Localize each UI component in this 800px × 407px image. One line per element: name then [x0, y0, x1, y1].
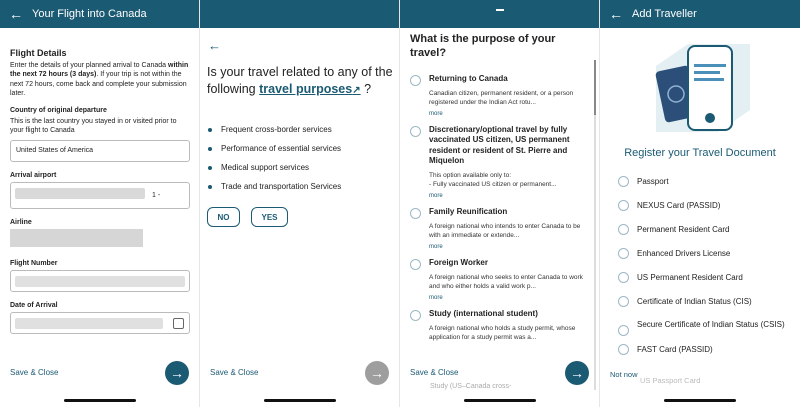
bullet-icon: [208, 147, 212, 151]
airport-label: Arrival airport: [10, 171, 57, 179]
register-document-heading: Register your Travel Document: [624, 147, 776, 159]
purpose-selection-screen: [400, 0, 600, 407]
app-bar: [200, 0, 399, 28]
document-option-passport[interactable]: Passport: [618, 176, 787, 187]
radio-button[interactable]: [410, 208, 421, 219]
document-option-pr-card[interactable]: Permanent Resident Card: [618, 224, 787, 235]
calendar-icon[interactable]: [173, 318, 184, 329]
purpose-options: [410, 74, 592, 351]
travel-purposes-link[interactable]: travel purposes↗: [259, 81, 361, 96]
purpose-list: [208, 125, 341, 201]
list-item: Medical support services: [208, 163, 341, 172]
screen-title: Your Flight into Canada: [32, 8, 147, 20]
radio-button[interactable]: [618, 176, 629, 187]
no-button[interactable]: NO: [207, 207, 240, 227]
airline-label: Airline: [10, 218, 32, 226]
back-arrow-icon[interactable]: ←: [9, 6, 23, 22]
redacted-value: [15, 188, 145, 199]
purpose-option-discretionary[interactable]: Discretionary/optional travel by fully vaccinated US citizen, US permanent resident or resident of St. Pierre and Miquelon This option available only to: - Fully vaccinated US citizen or permanent... more: [410, 125, 592, 199]
status-dash: [496, 9, 504, 11]
bullet-icon: [208, 128, 212, 132]
list-item: Frequent cross-border services: [208, 125, 341, 134]
document-option-csis[interactable]: Secure Certificate of Indian Status (CSIS): [618, 320, 787, 336]
app-bar: [600, 0, 800, 28]
yes-button[interactable]: YES: [251, 207, 288, 227]
date-label: Date of Arrival: [10, 301, 58, 309]
list-item: Performance of essential services: [208, 144, 341, 153]
bullet-icon: [208, 166, 212, 170]
document-option-us-pr-card[interactable]: US Permanent Resident Card: [618, 272, 787, 283]
arrow-right-icon: →: [570, 365, 584, 381]
arrival-airport-field[interactable]: 1 -: [10, 182, 190, 209]
intro-text: Enter the details of your planned arrival to Canada within the next 72 hours (3 days). If your trip is not within the next 72 hours, come back and complete your submission later.: [10, 62, 189, 98]
arrival-date-field[interactable]: [10, 312, 190, 334]
radio-button[interactable]: [410, 126, 421, 137]
more-link[interactable]: more: [429, 193, 443, 200]
faded-option-text: Study (US–Canada cross-: [430, 383, 512, 390]
radio-button[interactable]: [410, 259, 421, 270]
list-item: Trade and transportation Services: [208, 182, 341, 191]
app-bar: [400, 0, 599, 28]
page-title: What is the purpose of your travel?: [410, 33, 556, 60]
back-arrow-icon[interactable]: ←: [609, 6, 623, 22]
next-button[interactable]: [165, 361, 189, 385]
screen-title: Add Traveller: [632, 8, 697, 20]
radio-button[interactable]: [618, 200, 629, 211]
not-now-link[interactable]: Not now: [610, 370, 638, 379]
arrow-right-icon: →: [170, 365, 184, 381]
document-option-cis[interactable]: Certificate of Indian Status (CIS): [618, 296, 787, 307]
purpose-option-study[interactable]: Study (international student) A foreign national who holds a study permit, whose application for a study permit was a...: [410, 309, 592, 343]
airline-field-redacted[interactable]: [10, 229, 143, 247]
save-close-link[interactable]: Save & Close: [410, 368, 459, 377]
save-close-link[interactable]: Save & Close: [10, 368, 59, 377]
redacted-value: [15, 318, 163, 329]
home-indicator: [664, 399, 736, 402]
document-option-fast[interactable]: FAST Card (PASSID): [618, 344, 787, 355]
more-link[interactable]: more: [429, 243, 443, 250]
more-link[interactable]: more: [429, 110, 443, 117]
purpose-option-family[interactable]: Family Reunification A foreign national who intends to enter Canada to be with an immediate or extende... more: [410, 207, 592, 250]
departure-help: This is the last country you stayed in or visited prior to your flight to Canada: [10, 117, 177, 134]
radio-button[interactable]: [618, 325, 629, 336]
next-button[interactable]: [565, 361, 589, 385]
radio-button[interactable]: [618, 224, 629, 235]
document-list: [618, 176, 787, 368]
more-link[interactable]: more: [429, 294, 443, 301]
section-title: Flight Details: [10, 48, 67, 58]
flight-number-label: Flight Number: [10, 259, 58, 267]
purpose-option-returning[interactable]: Returning to Canada Canadian citizen, permanent resident, or a person registered under the Indian Act rotu... more: [410, 74, 592, 117]
redacted-value: [15, 276, 185, 287]
home-indicator: [64, 399, 136, 402]
flight-details-screen: [0, 0, 200, 407]
home-indicator: [464, 399, 536, 402]
arrow-right-icon: →: [370, 365, 384, 381]
purpose-question: Is your travel related to any of the following travel purposes↗ ?: [207, 65, 393, 96]
flight-number-field[interactable]: [10, 270, 190, 292]
back-arrow-icon[interactable]: ←: [208, 38, 221, 53]
radio-button[interactable]: [618, 248, 629, 259]
travel-purpose-screen: [200, 0, 400, 407]
departure-label: Country of original departure: [10, 106, 107, 114]
save-close-link[interactable]: Save & Close: [210, 368, 259, 377]
radio-button[interactable]: [618, 272, 629, 283]
travel-document-illustration-icon: [648, 38, 758, 138]
bullet-icon: [208, 185, 212, 189]
app-bar: [0, 0, 199, 28]
purpose-option-worker[interactable]: Foreign Worker A foreign national who seeks to enter Canada to work and who either holds a valid work p... more: [410, 258, 592, 301]
external-link-icon: ↗: [352, 84, 361, 96]
scrollbar[interactable]: [594, 60, 596, 390]
home-indicator: [264, 399, 336, 402]
document-option-edl[interactable]: Enhanced Drivers License: [618, 248, 787, 259]
next-button[interactable]: [365, 361, 389, 385]
radio-button[interactable]: [410, 310, 421, 321]
radio-button[interactable]: [410, 75, 421, 86]
add-traveller-screen: [600, 0, 800, 407]
departure-country-field[interactable]: United States of America: [10, 140, 190, 162]
radio-button[interactable]: [618, 296, 629, 307]
radio-button[interactable]: [618, 344, 629, 355]
document-option-nexus[interactable]: NEXUS Card (PASSID): [618, 200, 787, 211]
faded-option-text: US Passport Card: [640, 376, 701, 385]
